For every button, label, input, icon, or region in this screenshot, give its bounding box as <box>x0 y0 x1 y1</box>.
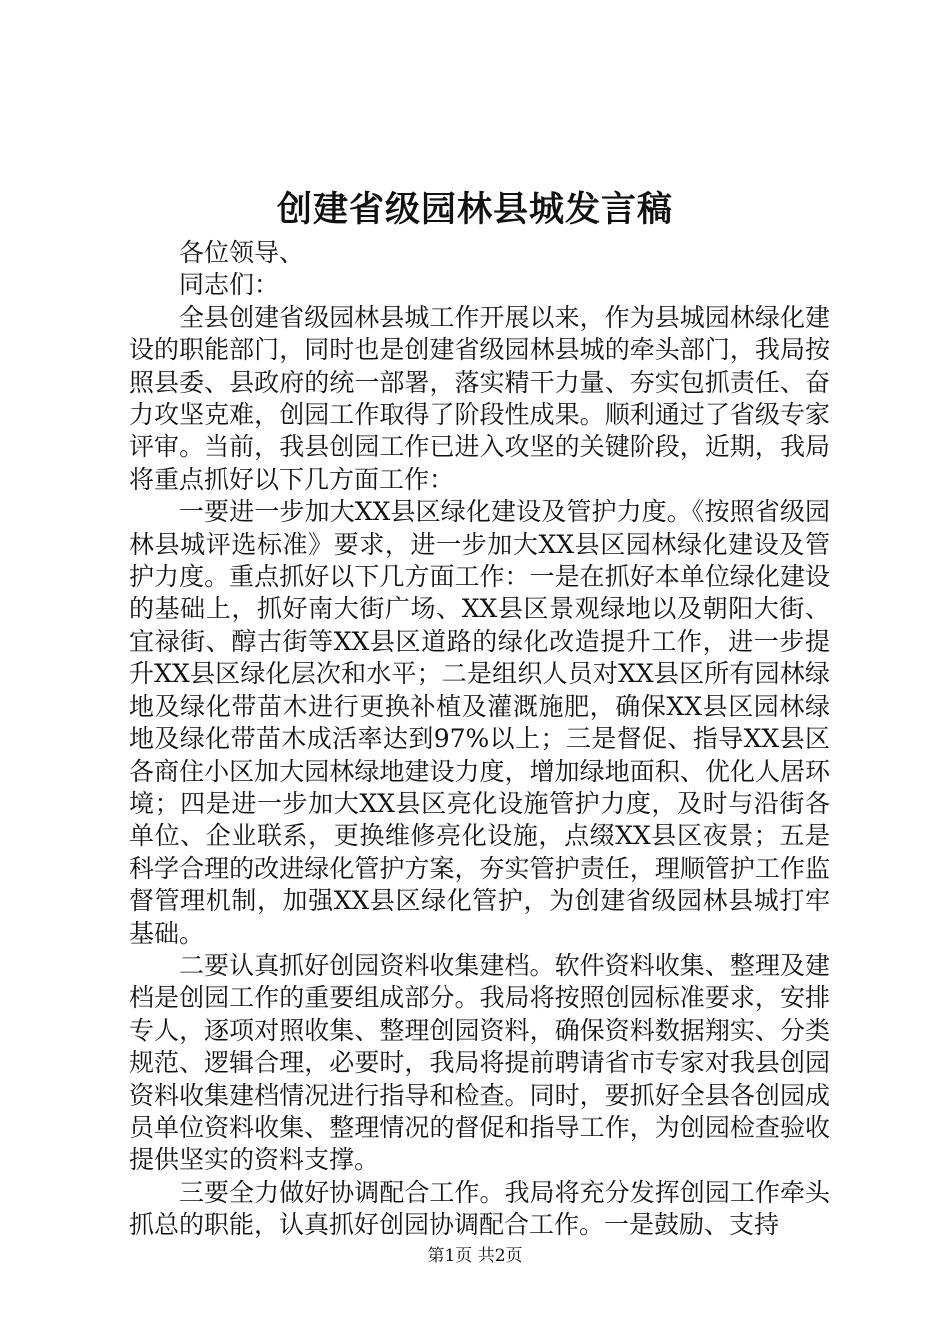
paragraph-greening: 一要进一步加大XX县区绿化建设及管护力度。《按照省级园林县城评选标准》要求，进一步加大XX县区园林绿化建设及管护力度。重点抓好以下几方面工作：一是在抓好本单位绿化建设的基础上，抓好南大街广场、XX县区景观绿地以及朝阳大街、宜禄街、醇古街等XX县区道路的绿化改造提升工作，进一步提升XX县区绿化层次和水平；二是组织人员对XX县区所有园林绿地及绿化带苗木进行更换补植及灌溉施肥，确保XX县区园林绿地及绿化带苗木成活率达到97%以上；三是督促、指导XX县区各商住小区加大园林绿地建设力度，增加绿地面积、优化人居环境；四是进一步加大XX县区亮化设施管护力度，及时与沿街各单位、企业联系，更换维修亮化设施，点缀XX县区夜景；五是科学合理的改进绿化管护方案，夯实管护责任，理顺管护工作监督管理机制，加强XX县区绿化管护，为创建省级园林县城打牢基础。 <box>129 497 830 948</box>
document-title: 创建省级园林县城发言稿 <box>276 189 673 230</box>
document-body <box>129 237 830 1242</box>
salutation-comrades: 同志们： <box>179 270 280 300</box>
salutation-leaders: 各位领导、 <box>179 238 305 267</box>
paragraph-archives: 二要认真抓好创园资料收集建档。软件资料收集、整理及建档是创园工作的重要组成部分。我局将按照创园标准要求，安排专人，逐项对照收集、整理创园资料，确保资料数据翔实、分类规范、逻辑合理，必要时，我局将提前聘请省市专家对我县创园资料收集建档情况进行指导和检查。同时，要抓好全县各创园成员单位资料收集、整理情况的督促和指导工作，为创园检查验收提供坚实的资料支撑。 <box>129 950 830 1175</box>
paragraph-intro: 全县创建省级园林县城工作开展以来，作为县城园林绿化建设的职能部门，同时也是创建省级园林县城的牵头部门，我局按照县委、县政府的统一部署，落实精干力量、夯实包抓责任、奋力攻坚克难，创园工作取得了阶段性成果。顺利通过了省级专家评审。当前，我县创园工作已进入攻坚的关键阶段，近期，我局将重点抓好以下几方面工作： <box>129 302 830 494</box>
paragraph-coordination: 三要全力做好协调配合工作。我局将充分发挥创园工作牵头抓总的职能，认真抓好创园协调配合工作。一是鼓励、支持 <box>129 1177 830 1240</box>
page-number-footer: 第1页 共2页 <box>427 1246 523 1266</box>
